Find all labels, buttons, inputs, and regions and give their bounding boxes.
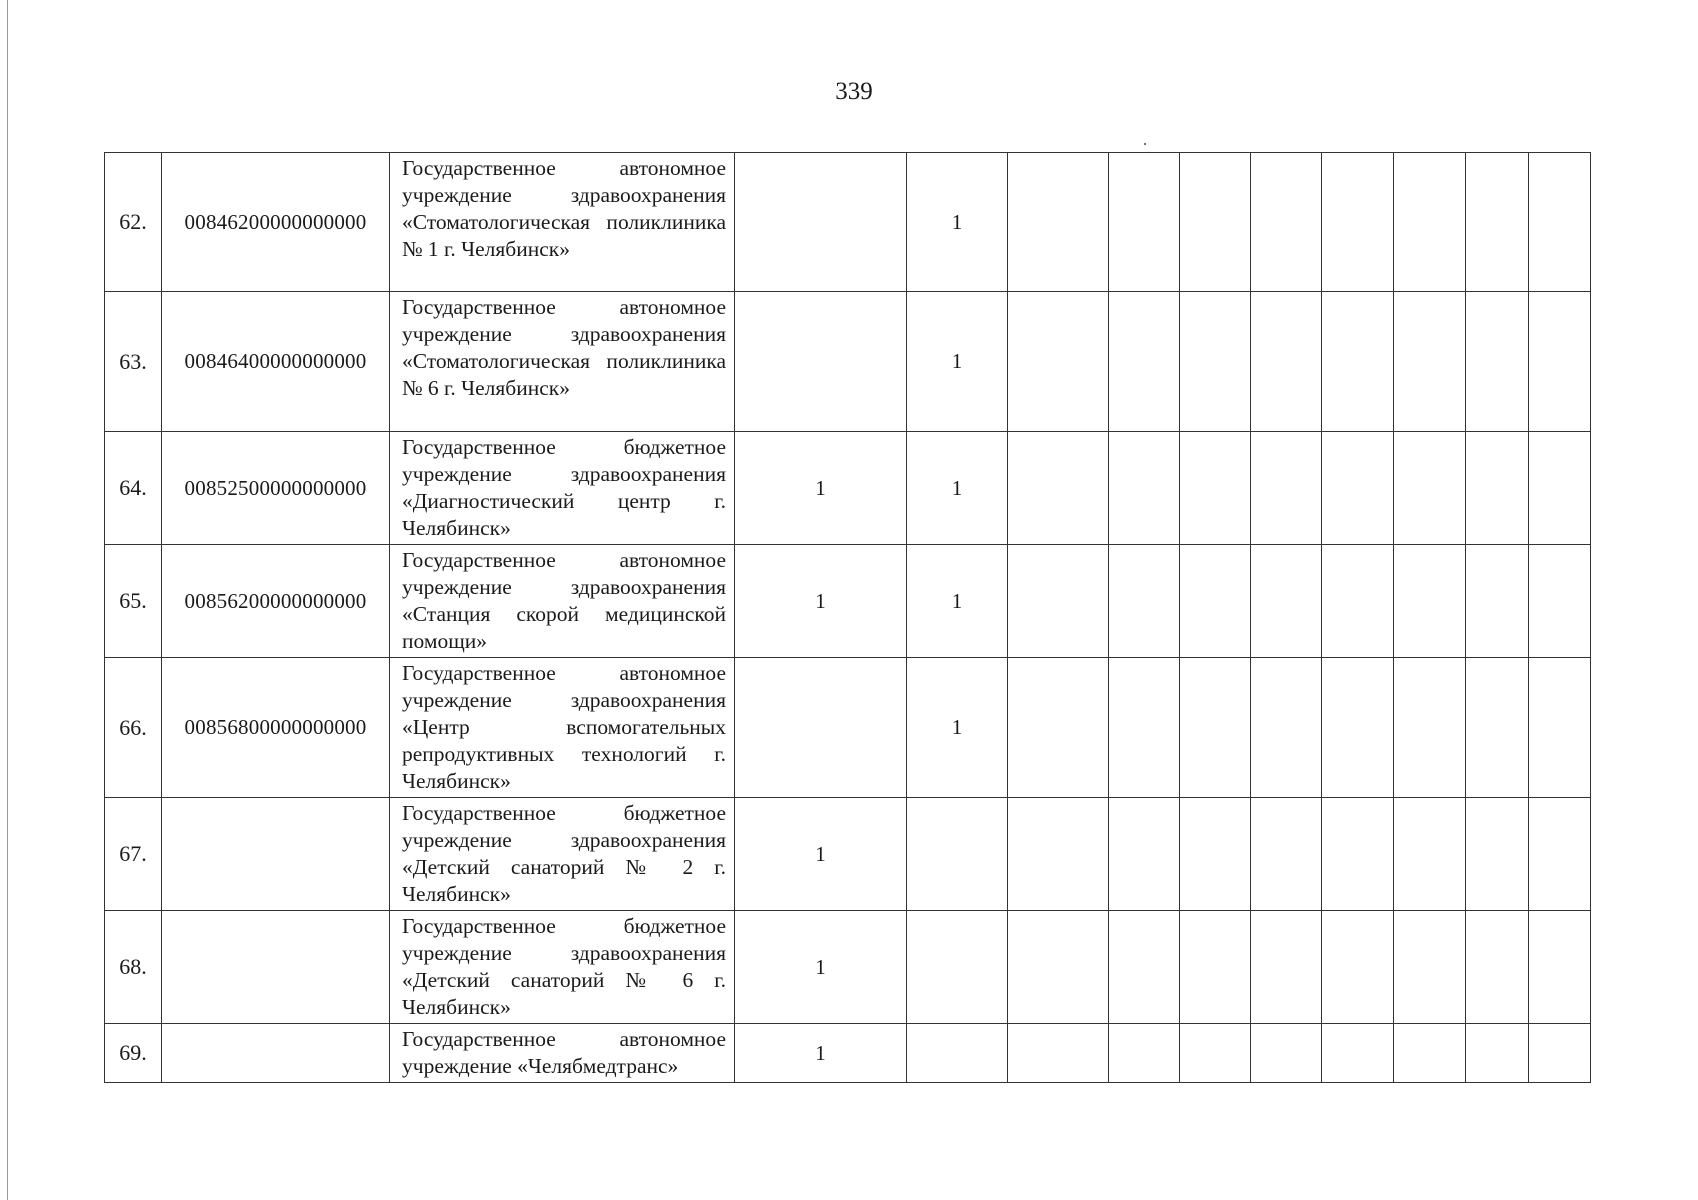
value-cell-5: 1 [907,658,1008,798]
value-cell-4: 1 [735,1024,907,1083]
empty-cell [1529,798,1591,911]
value-cell-4: 1 [735,545,907,658]
institutions-table [104,152,1591,1083]
empty-cell [1322,911,1394,1024]
table-row [105,911,1591,1024]
empty-cell [1466,658,1529,798]
empty-cell [1322,153,1394,292]
empty-cell [1109,1024,1180,1083]
institution-code: 00856800000000000 [162,658,390,798]
empty-cell [1529,153,1591,292]
empty-cell [1466,911,1529,1024]
value-cell-5: 1 [907,153,1008,292]
empty-cell [1466,798,1529,911]
empty-cell [1109,658,1180,798]
empty-cell [1529,545,1591,658]
row-number: 65. [105,545,162,658]
empty-cell [1529,432,1591,545]
table-row [105,292,1591,432]
institution-name: Государственное автономное учреждение здравоохранения «Станция скорой медицинской помощи» [390,545,735,658]
empty-cell [1251,292,1322,432]
empty-cell [1251,545,1322,658]
empty-cell [1251,1024,1322,1083]
empty-cell [1180,545,1251,658]
value-cell-5 [907,911,1008,1024]
empty-cell [1394,153,1466,292]
empty-cell [1251,798,1322,911]
institution-name: Государственное автономное учреждение здравоохранения «Стоматологическая поликлиника № 6 г. Челябинск» [390,292,735,432]
row-number: 69. [105,1024,162,1083]
empty-cell [1466,153,1529,292]
table-row [105,545,1591,658]
empty-cell [1322,292,1394,432]
value-cell-4 [735,292,907,432]
empty-cell [1529,658,1591,798]
empty-cell [1180,153,1251,292]
empty-cell [1466,292,1529,432]
empty-cell [1008,292,1109,432]
empty-cell [1322,432,1394,545]
table-row [105,658,1591,798]
institution-code [162,911,390,1024]
empty-cell [1109,432,1180,545]
value-cell-4: 1 [735,798,907,911]
empty-cell [1008,153,1109,292]
empty-cell [1322,545,1394,658]
empty-cell [1180,911,1251,1024]
row-number: 64. [105,432,162,545]
row-number: 67. [105,798,162,911]
institution-code: 00856200000000000 [162,545,390,658]
value-cell-4: 1 [735,911,907,1024]
empty-cell [1251,153,1322,292]
empty-cell [1180,658,1251,798]
institution-code [162,798,390,911]
value-cell-4 [735,658,907,798]
row-number: 63. [105,292,162,432]
row-number: 68. [105,911,162,1024]
row-number: 62. [105,153,162,292]
institution-name: Государственное бюджетное учреждение здравоохранения «Диагностический центр г. Челябинск» [390,432,735,545]
table-row [105,153,1591,292]
institution-code: 00846400000000000 [162,292,390,432]
empty-cell [1529,1024,1591,1083]
value-cell-5: 1 [907,292,1008,432]
empty-cell [1251,658,1322,798]
empty-cell [1109,798,1180,911]
institution-name: Государственное автономное учреждение здравоохранения «Центр вспомогательных репродуктивных технологий г. Челябинск» [390,658,735,798]
empty-cell [1180,292,1251,432]
empty-cell [1180,798,1251,911]
empty-cell [1008,1024,1109,1083]
empty-cell [1109,292,1180,432]
empty-cell [1322,1024,1394,1083]
table-row [105,1024,1591,1083]
empty-cell [1251,911,1322,1024]
empty-cell [1394,911,1466,1024]
empty-cell [1008,911,1109,1024]
empty-cell [1322,658,1394,798]
empty-cell [1008,432,1109,545]
value-cell-4: 1 [735,432,907,545]
value-cell-5 [907,1024,1008,1083]
empty-cell [1109,545,1180,658]
empty-cell [1180,1024,1251,1083]
table-row [105,798,1591,911]
value-cell-4 [735,153,907,292]
empty-cell [1008,545,1109,658]
empty-cell [1529,292,1591,432]
empty-cell [1394,432,1466,545]
scan-speck [1144,143,1146,145]
empty-cell [1466,1024,1529,1083]
page-number: 339 [835,78,873,105]
scan-edge-line [7,0,8,1200]
empty-cell [1180,432,1251,545]
empty-cell [1008,798,1109,911]
institution-name: Государственное бюджетное учреждение здравоохранения «Детский санаторий № 6 г. Челябинск» [390,911,735,1024]
value-cell-5: 1 [907,432,1008,545]
empty-cell [1394,545,1466,658]
value-cell-5 [907,798,1008,911]
empty-cell [1466,432,1529,545]
table-row [105,432,1591,545]
institution-code: 00852500000000000 [162,432,390,545]
institution-name: Государственное автономное учреждение здравоохранения «Стоматологическая поликлиника № 1 г. Челябинск» [390,153,735,292]
institution-name: Государственное бюджетное учреждение здравоохранения «Детский санаторий № 2 г. Челябинск» [390,798,735,911]
institution-code [162,1024,390,1083]
institution-code: 00846200000000000 [162,153,390,292]
row-number: 66. [105,658,162,798]
empty-cell [1394,292,1466,432]
institution-name: Государственное автономное учреждение «Челябмедтранс» [390,1024,735,1083]
empty-cell [1251,432,1322,545]
empty-cell [1529,911,1591,1024]
empty-cell [1466,545,1529,658]
empty-cell [1109,153,1180,292]
empty-cell [1394,1024,1466,1083]
empty-cell [1394,798,1466,911]
empty-cell [1394,658,1466,798]
empty-cell [1322,798,1394,911]
value-cell-5: 1 [907,545,1008,658]
empty-cell [1008,658,1109,798]
empty-cell [1109,911,1180,1024]
